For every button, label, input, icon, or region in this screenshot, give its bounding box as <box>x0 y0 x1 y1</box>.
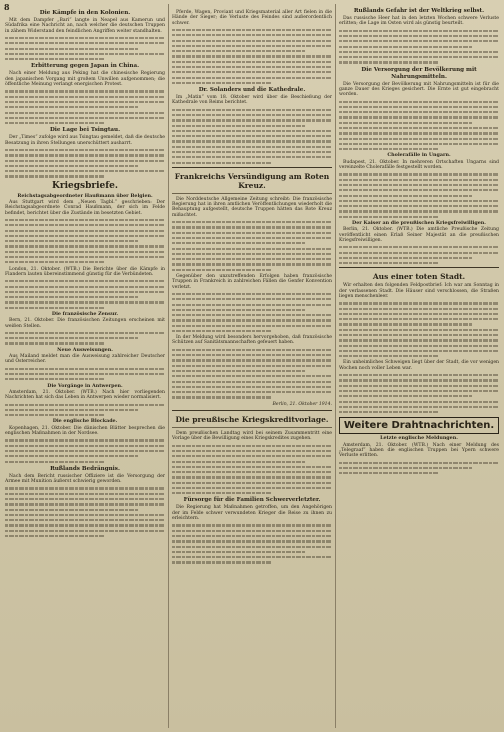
article-paragraph: Amsterdam, 21. Oktober. (WTB.) Nach hier vorliegenden Nachrichten hat sich das Leben in Antwerpen wieder normalisiert. <box>5 389 165 401</box>
divider <box>172 193 332 194</box>
dateline: Berlin, 21. Oktober 1914. <box>272 401 332 407</box>
text-block <box>5 439 165 462</box>
text-block <box>172 524 332 563</box>
text-block <box>172 221 332 271</box>
column-3 <box>335 4 499 728</box>
article-paragraph: Nach dem Bericht russischer Offiziere ist die Versorgung der Armee mit Munition äußerst schwierig geworden. <box>5 473 165 485</box>
text-block <box>5 37 165 60</box>
article-paragraph: Mit dem Dampfer „Bari“ langte in Neapel aus Kamerun und Südafrika eine Nachricht an, nach welcher die deutschen Truppen in zähem Widerstand den feindlichen Angriffen weiter standhalten. <box>5 18 165 34</box>
text-block <box>5 404 165 417</box>
article-heading: Die Kämpfe in den Kolonien. <box>39 10 131 16</box>
article-paragraph: In der Meldung wird besonders hervorgehoben, daß französische Schützen auf Sanitätsmannschaften gefeuert haben. <box>172 335 332 346</box>
text-block <box>339 462 499 475</box>
article-heading: Erbitterung gegen Japan in China. <box>30 63 140 70</box>
text-block <box>5 332 165 345</box>
text-block <box>339 30 499 64</box>
text-block <box>5 487 165 537</box>
text-block <box>172 109 332 164</box>
article-paragraph: Budapest, 21. Oktober. In mehreren Ortschaften Ungarns sind vereinzelte Cholerafälle festgestellt worden. <box>339 159 499 171</box>
text-block <box>5 280 165 309</box>
article-paragraph: Gegenüber den unzutreffenden Erfolgen haben französische Truppen in Frankreich in zahlreichen Fällen die Genfer Konvention verletzt. <box>172 273 332 290</box>
article-heading: Rußlands Bedrängnis. <box>50 465 120 472</box>
article-paragraph: Die Regierung hat Maßnahmen getroffen, um den Angehörigen der im Felde schwer verwundeten Krieger die Reise zu ihnen zu erleichtern. <box>172 505 332 522</box>
article-paragraph: Der „Times“ zufolge wird aus Tsingtau gemeldet, daß die deutsche Besatzung in ihren Stellungen unerschüttert ausharrt. <box>5 135 165 146</box>
text-block <box>5 149 165 178</box>
article-paragraph: Bern, 21. Oktober. Die französischen Zeitungen erscheinen mit weißen Stellen. <box>5 318 165 329</box>
divider <box>172 410 332 411</box>
article-paragraph: Die Versorgung der Bevölkerung mit Nahrungsmitteln ist für die ganze Dauer des Krieges gesichert. Die Ernte ist gut eingebracht worden. <box>339 81 499 98</box>
text-block <box>339 374 499 413</box>
article-subheading: Reichstagsabgeordneter Haußmann über Belgien. <box>17 192 153 199</box>
article-paragraph: London, 21. Oktober. (WTB.) Die Berichte über die Kämpfe in Flandern lauten übereinstimmend günstig für die Verbündeten. <box>5 266 165 277</box>
article-subheading: Die französische Zensur. <box>51 310 119 317</box>
article-heading: Fürsorge für die Familien Schwerverletzter. <box>183 497 321 504</box>
article-heading: Die Versorgung der Bevölkerung mit Nahrungsmitteln. <box>361 66 477 80</box>
article-heading: Die preußische Kriegskreditvorlage. <box>175 414 329 424</box>
text-block <box>5 368 165 381</box>
article-heading: Aus einer toten Stadt. <box>372 272 466 282</box>
text-block <box>5 90 165 124</box>
text-block <box>339 101 499 151</box>
column-1 <box>5 4 165 728</box>
article-subheading: Der Kaiser an die preußischen Kriegsfreiwilligen. <box>352 219 486 226</box>
divider <box>172 427 332 428</box>
column-2 <box>168 4 332 728</box>
article-paragraph: Die Norddeutsche Allgemeine Zeitung schreibt: Die französische Regierung hat in ihren amtlichen Veröffentlichungen wiederholt die Behauptung aufgestellt, deutsche Truppen hätten das Rote Kreuz mißachtet. <box>172 196 332 218</box>
text-block <box>339 246 499 264</box>
divider <box>172 167 332 168</box>
divider <box>339 267 499 268</box>
text-block <box>172 349 332 399</box>
text-block <box>172 445 332 495</box>
article-heading: Frankreichs Versündigung am Roten Kreuz. <box>174 171 330 190</box>
article-heading: Die Lage bei Tsingtau. <box>49 127 121 134</box>
article-heading: Dr. Solanders und die Kathedrale. <box>198 87 306 94</box>
text-block <box>172 29 332 84</box>
article-paragraph: Aus Mailand meldet man die Ausweisung zahlreicher Deutscher und Österreicher. <box>5 354 165 365</box>
text-block <box>172 293 332 332</box>
article-paragraph: Aus Stuttgart wird dem „Neuen Tagbl.“ geschrieben: Der Reichstagsabgeordnete Conrad Haußmann, der sich im Felde befindet, berichtet über die Zustände im besetzten Gebiet. <box>5 200 165 216</box>
section-heading: Kriegsbriefe. <box>52 180 118 191</box>
article-subheading: Letzte englische Meldungen. <box>380 435 458 442</box>
text-block <box>339 302 499 357</box>
article-paragraph: Dem preußischen Landtag wird bei seinem Zusammentritt eine Vorlage über die Bewilligung eines Kriegskredites zugehen. <box>172 430 332 442</box>
page-number: 8 <box>4 2 10 12</box>
article-heading: Rußlands Gefahr ist der Weltkrieg selbst. <box>353 8 485 14</box>
article-paragraph: Kopenhagen, 21. Oktober. Die dänischen Blätter besprechen die englischen Maßnahmen in der Nordsee. <box>5 425 165 436</box>
article-paragraph: Ein unheimliches Schweigen liegt über der Stadt, die vor wenigen Wochen noch voller Leben war. <box>339 360 499 371</box>
text-block <box>5 219 165 263</box>
article-paragraph: Wir erhalten den folgenden Feldpostbrief: Ich war am Sonntag in der verlassenen Stadt. Die Häuser sind verschlossen, die Straßen liegen menschenleer. <box>339 283 499 299</box>
article-subheading: Cholerafälle in Ungarn. <box>387 152 451 159</box>
article-paragraph: Im „Matin“ vom 18. Oktober wird über die Beschießung der Kathedrale von Reims berichtet. <box>172 95 332 106</box>
article-paragraph: Berlin, 21. Oktober. (WTB.) Die amtliche Preußische Zeitung veröffentlicht einen Erlaß Seiner Majestät an die preußischen Kriegsfreiwilligen. <box>339 227 499 243</box>
article-paragraph: Nach einer Meldung aus Peking hat die chinesische Regierung den japanischen Vorgang mit großem Unwillen aufgenommen; die öffentliche Meinung verlangt energischen Protest. <box>5 71 165 87</box>
article-subheading: Die Vorgänge in Antwerpen. <box>47 382 123 389</box>
article-subheading: Neue Ausweisungen. <box>57 346 113 353</box>
article-subheading: Die englische Blockade. <box>52 418 118 425</box>
text-block <box>339 173 499 217</box>
section-heading: Weitere Drahtnachrichten. <box>339 417 499 434</box>
article-paragraph: Amsterdam, 21. Oktober. (WTB.) Nach einer Meldung des „Telegraaf“ haben die englischen Truppen bei Ypern schwere Verluste erlitten. <box>339 442 499 459</box>
article-paragraph: Pferde, Wagen, Proviant und Kriegsmaterial aller Art fielen in die Hände der Sieger; die Verluste des Feindes sind außerordentlich schwer. <box>172 10 332 26</box>
article-paragraph: Das russische Heer hat in den letzten Wochen schwere Verluste erlitten; die Lage im Osten wird als günstig beurteilt. <box>339 16 499 27</box>
